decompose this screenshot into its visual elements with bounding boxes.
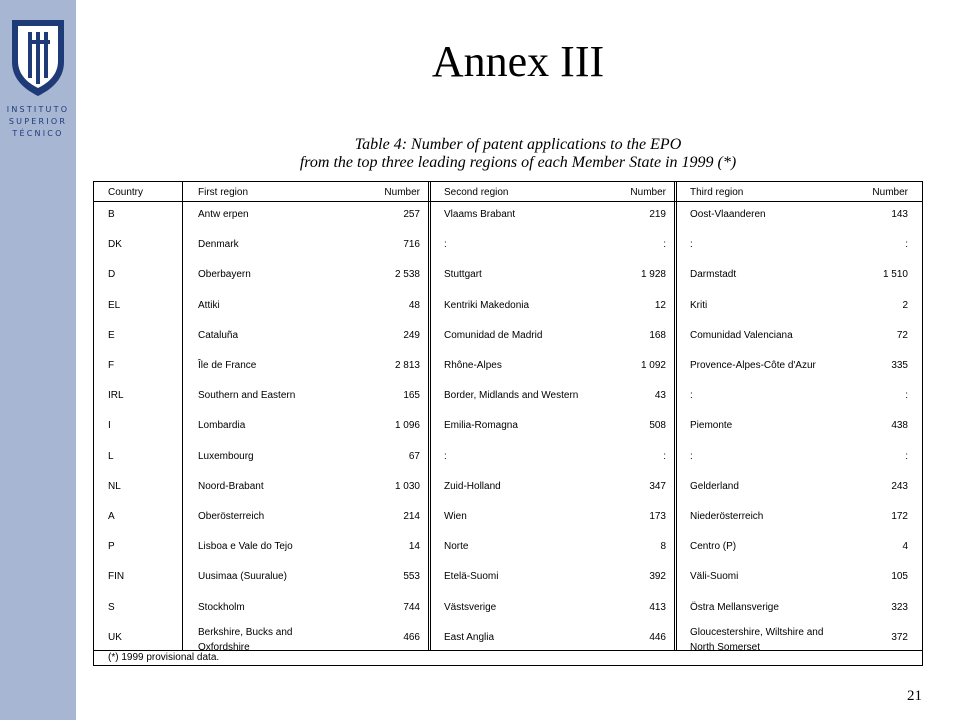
page-number: 21 [907,688,922,704]
table-cell: 413 [649,601,666,613]
table-cell: 105 [891,571,908,583]
table-cell: Uusimaa (Suuralue) [198,571,287,583]
table-cell: Norte [444,541,469,553]
table-cell: Darmstadt [690,269,737,281]
table-cell: Lombardia [198,420,246,432]
table-cell: : [905,390,908,402]
table-cell: 2 538 [394,269,420,281]
table-cell: Emilia-Romagna [444,420,518,432]
logo-text-line1: INSTITUTO [6,105,70,114]
logo-text-line2: SUPERIOR [8,117,68,126]
table-cell: Västsverige [444,601,497,613]
table-cell: 2 [902,299,908,311]
table-header-cell: First region [198,187,249,198]
table-cell: Etelä-Suomi [444,571,499,583]
row-divider [94,201,922,202]
table-footnote: (*) 1999 provisional data. [108,652,220,663]
table-cell: 257 [403,209,420,220]
table-cell: 2 813 [394,360,420,371]
table-cell: Attiki [198,299,220,311]
table-cell: 165 [403,390,420,402]
table-cell: Provence-Alpes-Côte d'Azur [690,360,816,371]
table-cell: Gloucestershire, Wiltshire and North Somerset [690,626,824,653]
column-divider [674,182,675,650]
table-cell: : [690,239,693,251]
table-cell: Comunidad de Madrid [444,329,543,341]
table-cell: Noord-Brabant [198,480,264,492]
table-cell: 12 [654,299,666,311]
table-cell: Östra Mellansverige [690,601,779,613]
table-cell: Île de France [198,360,257,371]
table-cell: : [690,390,693,402]
table-cell: 508 [649,420,666,432]
table-cell: Denmark [198,239,239,251]
table-cell: Piemonte [690,420,733,432]
table-cell: Southern and Eastern [198,390,296,402]
table-header-cell: Number [384,187,420,198]
table-cell: Comunidad Valenciana [690,329,793,341]
table-cell: Oberbayern [198,269,251,281]
table-cell: Border, Midlands and Western [444,390,579,402]
table-cell: Gelderland [690,480,739,492]
table-cell: 1 510 [882,269,908,281]
table-cell: Antw erpen [198,209,249,220]
table-header-cell: Second region [444,187,509,198]
table-cell: P [108,541,115,553]
table-cell: DK [108,239,122,251]
table-cell: 4 [902,541,908,553]
table-cell: Kriti [690,299,708,311]
table-cell: 168 [649,329,666,341]
table-cell: : [905,450,908,462]
table-cell: : [444,239,447,251]
table-cell: 72 [896,329,908,341]
table-cell: 219 [649,209,666,220]
table-cell: Luxembourg [198,450,254,462]
table-cell: 8 [660,541,666,553]
sidebar [0,0,76,720]
table-cell: Rhône-Alpes [444,360,502,371]
table-cell: 372 [891,631,908,643]
column-divider [676,182,677,650]
table-cell: UK [108,631,122,643]
table-header-cell: Third region [690,187,744,198]
table-cell: 48 [408,299,420,311]
table-cell: 1 030 [394,480,420,492]
table-cell: 446 [649,631,666,643]
table-cell: E [108,329,115,341]
table-cell: : [663,450,666,462]
table-cell: 1 092 [640,360,666,371]
column-divider [430,182,431,650]
table-cell: : [663,239,666,251]
table-header-cell: Country [108,187,144,198]
table-cell: : [690,450,693,462]
table-cell: : [444,450,447,462]
table-cell: Zuid-Holland [444,480,501,492]
table-cell: 43 [654,390,666,402]
caption-line-1: Table 4: Number of patent applications to the EPO [354,136,682,153]
table-cell: Cataluña [198,329,239,341]
ist-shield-logo-icon [10,18,66,98]
table-cell: 14 [408,541,420,553]
table-cell: Oost-Vlaanderen [690,209,766,220]
table-cell: Centro (P) [690,541,737,553]
table-cell: Stuttgart [444,269,482,281]
table-cell: 438 [891,420,908,432]
table-cell: Wien [444,511,467,522]
table-cell: 243 [891,480,908,492]
table-cell: 172 [891,511,908,522]
table-cell: 466 [403,631,420,643]
table-header-cell: Number [630,187,666,198]
table-cell: 143 [891,209,908,220]
table-cell: Väli-Suomi [690,571,739,583]
table-cell: 553 [403,571,420,583]
patent-applications-table [93,181,923,666]
logo-text-line3: TÉCNICO [12,129,64,138]
table-cell: IRL [108,390,124,402]
slide-title: Annex III [431,37,605,86]
table-cell: Kentriki Makedonia [444,299,530,311]
table-cell: 744 [403,601,420,613]
caption-line-2: from the top three leading regions of each Member State in 1999 (*) [299,154,737,171]
table-header-cell: Number [872,187,908,198]
column-divider [428,182,429,650]
table-cell: 67 [408,450,420,462]
table-cell: 214 [403,511,420,522]
table-cell: 716 [403,239,420,251]
table-cell: 347 [649,480,666,492]
table-cell: 392 [649,571,666,583]
table-cell: 249 [403,329,420,341]
table-cell: 173 [649,511,666,522]
table-cell: Niederösterreich [690,511,764,522]
table-cell: S [108,601,115,613]
table-cell: Berkshire, Bucks and Oxfordshire [198,626,293,653]
table-cell: EL [108,299,121,311]
table-cell: : [905,239,908,251]
table-cell: East Anglia [444,631,495,643]
table-cell: Lisboa e Vale do Tejo [198,541,293,553]
table-cell: I [108,420,111,432]
column-divider [182,182,183,650]
table-cell: Stockholm [198,601,245,613]
table-cell: NL [108,480,121,492]
table-cell: A [108,511,115,522]
table-cell: D [108,269,116,281]
table-caption [76,136,960,172]
table-cell: B [108,209,115,220]
table-cell: FIN [108,571,125,583]
table-cell: Vlaams Brabant [444,209,516,220]
table-cell: F [108,360,115,371]
table-cell: 335 [891,360,908,371]
table-cell: L [108,450,114,462]
table-cell: 1 096 [394,420,420,432]
table-cell: Oberösterreich [198,511,265,522]
table-cell: 1 928 [640,269,666,281]
table-cell: 323 [891,601,908,613]
